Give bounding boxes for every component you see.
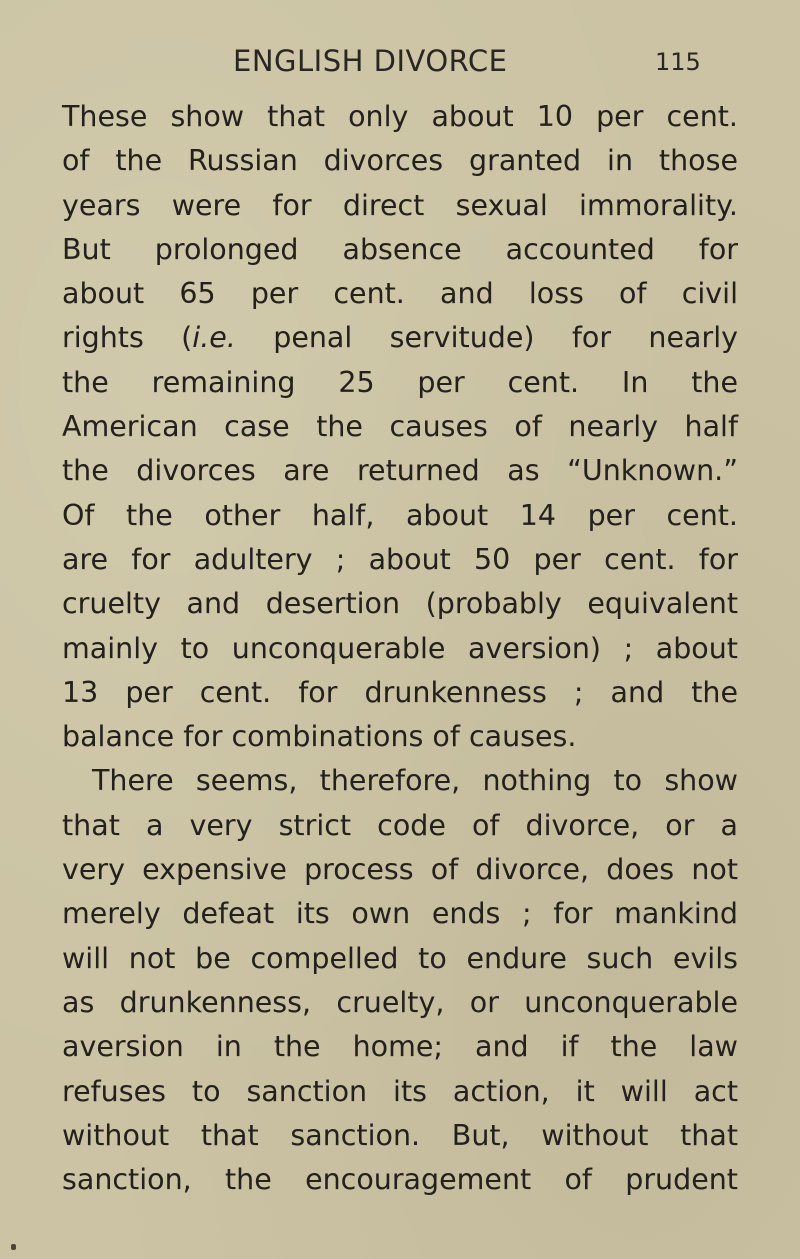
text-line: of the Russian divorces granted in those (62, 144, 738, 178)
text-line: There seems, therefore, nothing to show (92, 764, 738, 798)
text-line: mainly to unconquerable aversion) ; about (62, 631, 738, 665)
text-line: as drunkenness, cruelty, or unconquerable (62, 985, 738, 1019)
text-fragment: rights ( (62, 321, 193, 355)
text-line: American case the causes of nearly half (62, 410, 738, 444)
italic-abbreviation: i.e. (192, 321, 236, 355)
text-fragment: penal servitude) for nearly (273, 321, 738, 355)
text-line: refuses to sanction its action, it will act (62, 1074, 738, 1108)
text-line: about 65 per cent. and loss of civil (62, 277, 738, 311)
text-line: 13 per cent. for drunkenness ; and the (62, 675, 738, 709)
paper-speck (11, 1244, 16, 1250)
text-line (62, 316, 738, 360)
running-head-title: ENGLISH DIVORCE (233, 44, 508, 78)
text-line: merely defeat its own ends ; for mankind (62, 897, 738, 931)
text-line: cruelty and desertion (probably equivalent (62, 587, 738, 621)
text-line: aversion in the home; and if the law (62, 1030, 738, 1064)
text-line: Of the other half, about 14 per cent. (62, 498, 738, 532)
text-line: the remaining 25 per cent. In the (62, 365, 738, 399)
text-line: are for adultery ; about 50 per cent. for (62, 542, 738, 576)
text-line: the divorces are returned as “Unknown.” (62, 454, 738, 488)
page-number: 115 (655, 48, 701, 76)
text-line: balance for combinations of causes. (62, 720, 577, 754)
text-line: sanction, the encouragement of prudent (62, 1163, 738, 1197)
text-line: that a very strict code of divorce, or a (62, 808, 738, 842)
text-line: But prolonged absence accounted for (62, 232, 738, 266)
text-line: very expensive process of divorce, does not (62, 853, 738, 887)
running-head (0, 44, 800, 94)
text-line: without that sanction. But, without that (62, 1118, 738, 1152)
text-line: These show that only about 10 per cent. (62, 100, 738, 133)
text-line: will not be compelled to endure such evils (62, 941, 738, 975)
text-line: years were for direct sexual immorality. (62, 188, 738, 222)
body-text (62, 95, 738, 1202)
